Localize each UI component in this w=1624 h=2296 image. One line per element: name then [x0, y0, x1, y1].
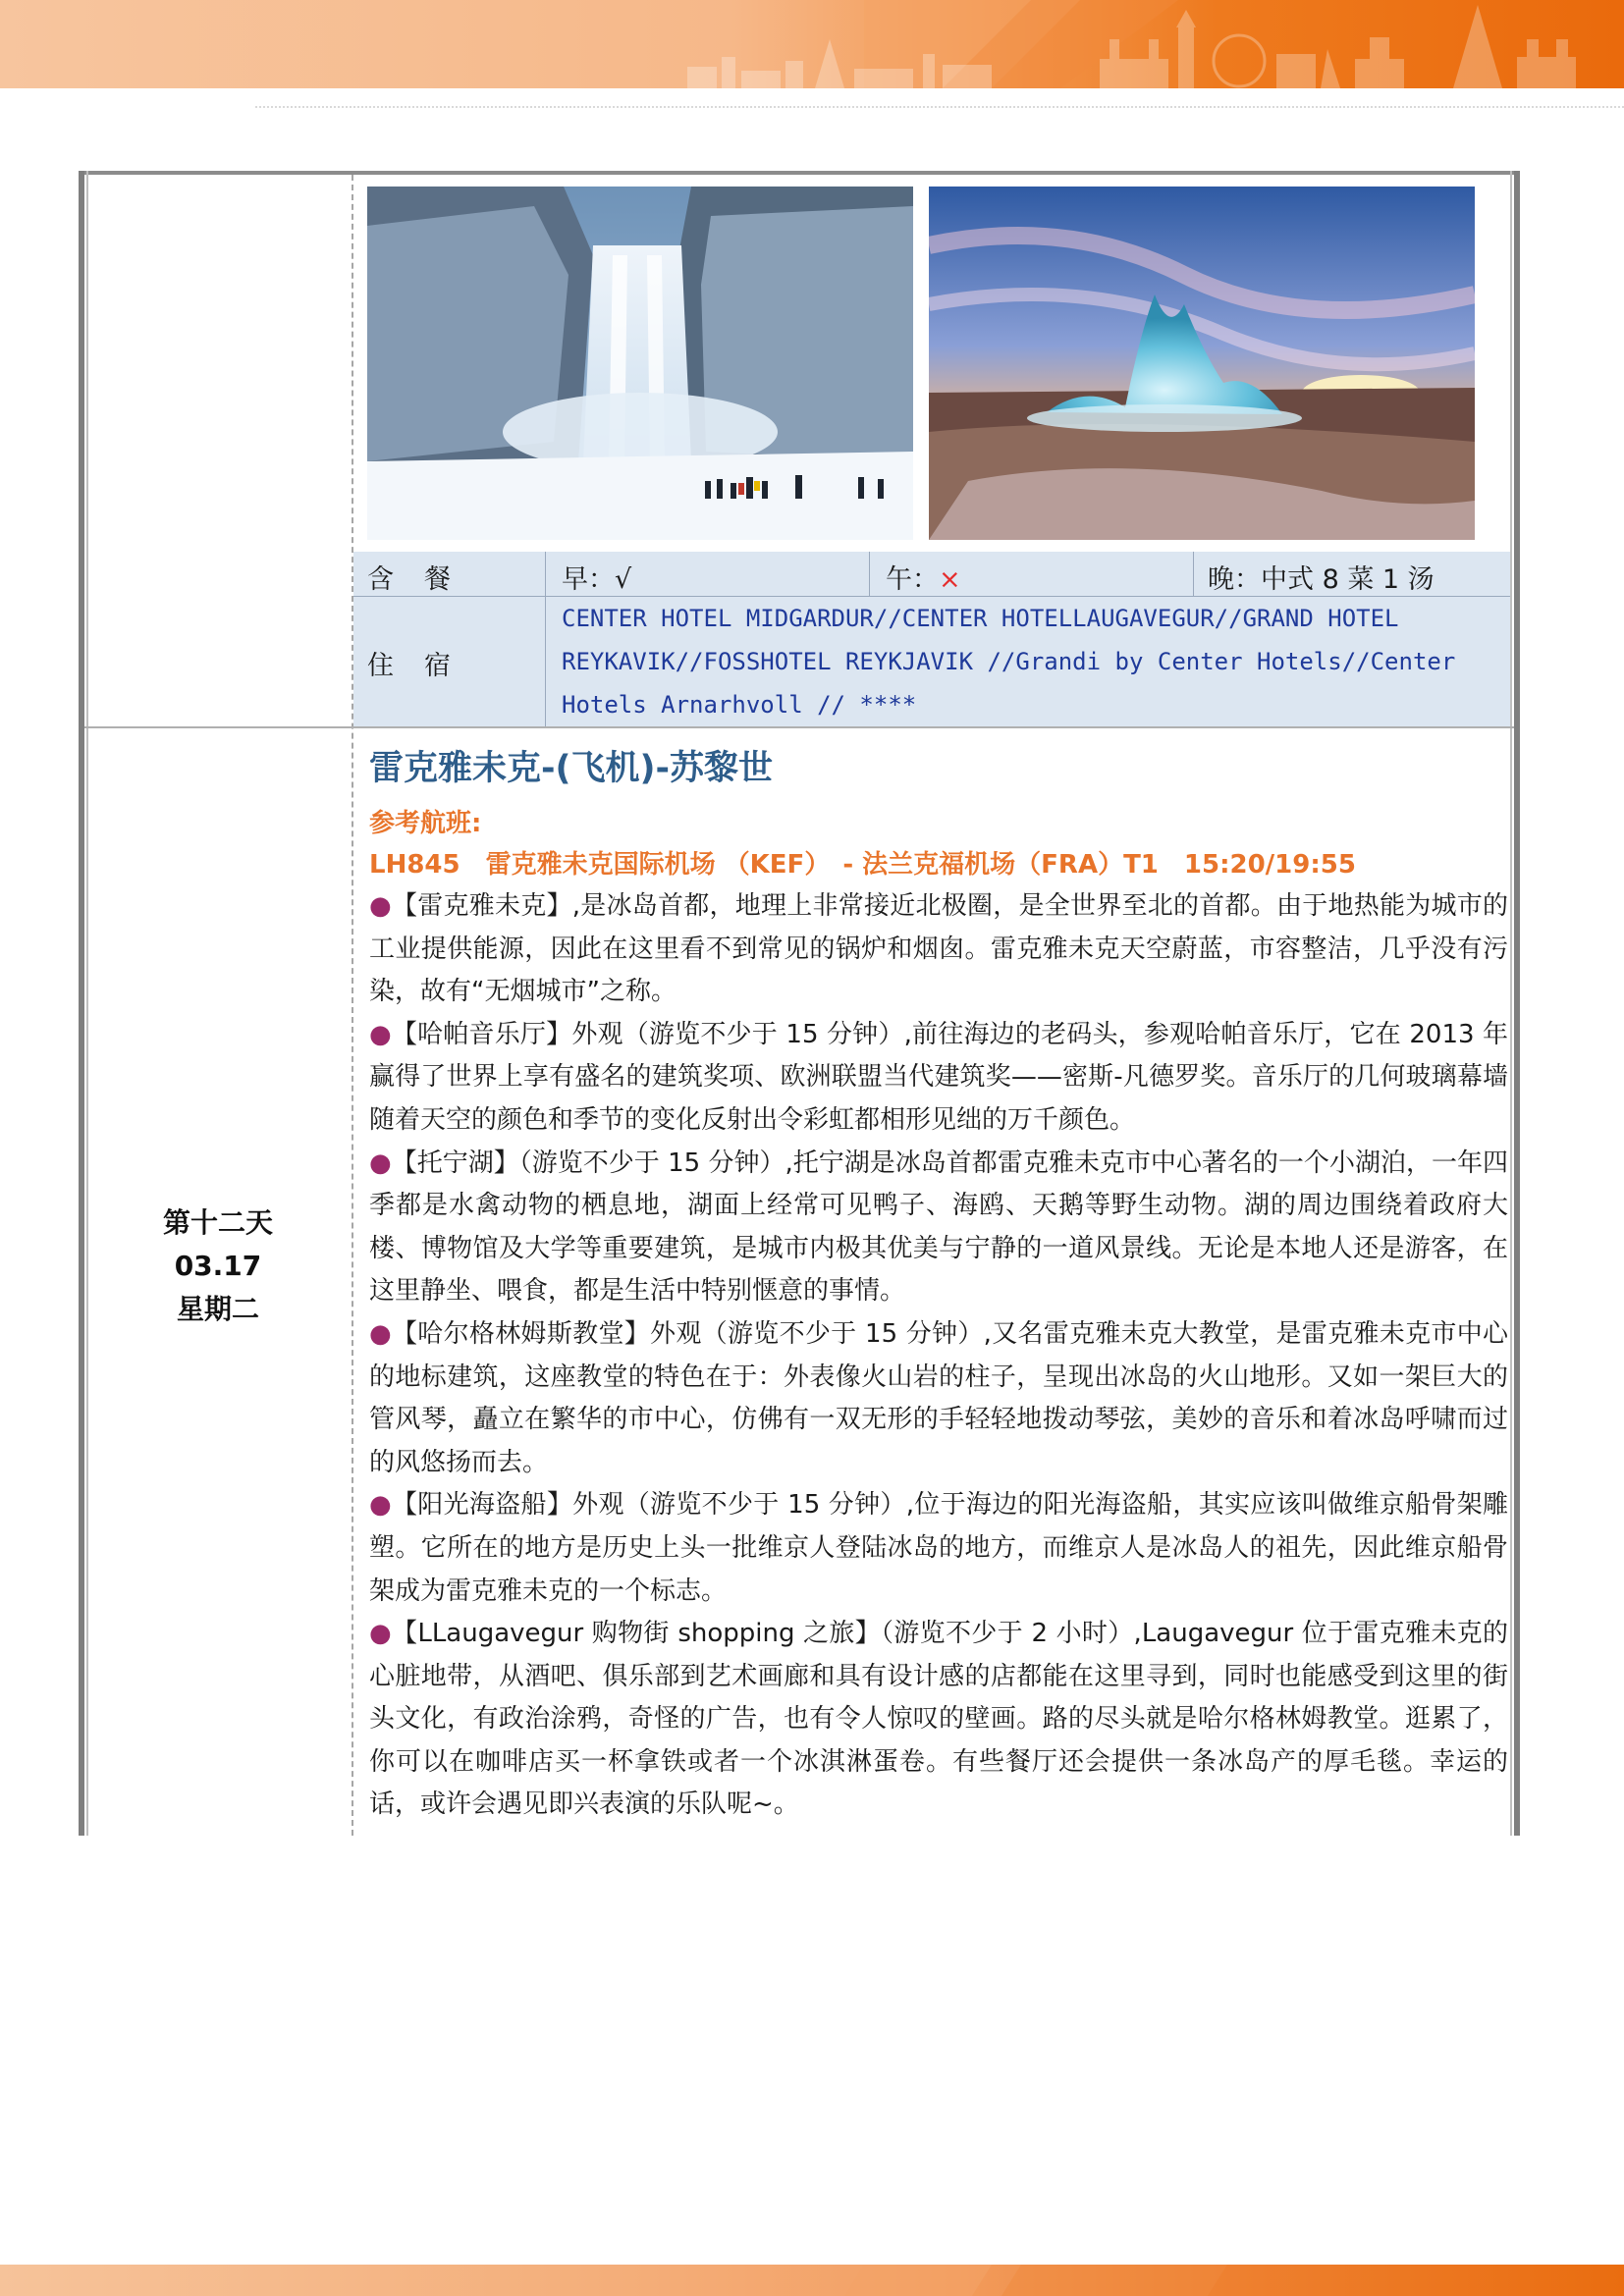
- meal-label: 含 餐: [367, 564, 453, 595]
- paragraph-sun-voyager: [369, 1484, 1508, 1613]
- paragraph-text: 【哈帕音乐厅】外观（游览不少于 15 分钟）,前往海边的老码头，参观哈帕音乐厅，它在 2013 年赢得了世界上享有盛名的建筑奖项、欧洲联盟当代建筑奖——密斯-凡德罗奖。音乐厅的几何玻璃幕墙随着天空的颜色和季节的变化反射出令彩虹都相形见绌的万千颜色。: [369, 1019, 1508, 1135]
- paragraph-text: 【阳光海盗船】外观（游览不少于 15 分钟）,位于海边的阳光海盗船，其实应该叫做维京船骨架雕塑。它所在的地方是历史上头一批维京人登陆冰岛的地方，而维京人是冰岛人的祖先，因此维京船骨架成为雷克雅未克的一个标志。: [369, 1490, 1508, 1606]
- lunch-cross-icon: ×: [939, 564, 961, 595]
- lodging-label-cell: [353, 597, 546, 726]
- meal-label-cell: [353, 552, 546, 597]
- paragraph-text: 【LLaugavegur 购物街 shopping 之旅】（游览不少于 2 小时）,Laugavegur 位于雷克雅未克的心脏地带，从酒吧、俱乐部到艺术画廊和具有设计感的店都能在这里寻到，同时也能感受到这里的街头文化，有政治涂鸦，奇怪的广告，也有令人惊叹的壁画。路的尽头就是哈尔格林姆教堂。逛累了，你可以在咖啡店买一杯拿铁或者一个冰淇淋蛋卷。有些餐厅还会提供一条冰岛产的厚毛毯。幸运的话，或许会遇见即兴表演的乐队呢~。: [369, 1619, 1509, 1820]
- meal-lodging-grid: [353, 552, 1510, 726]
- itinerary-table: [79, 171, 1520, 1836]
- breakfast-value: 早：√: [562, 564, 632, 595]
- lodging-label: 住 宿: [367, 651, 453, 681]
- paragraph-text: 【托宁湖】（游览不少于 15 分钟）,托宁湖是冰岛首都雷克雅未克市中心著名的一个小湖泊，一年四季都是水禽动物的栖息地，湖面上经常可见鸭子、海鸥、天鹅等野生动物。湖的周边围绕着政府大楼、博物馆及大学等重要建筑，是城市内极其优美与宁静的一道风景线。无论是本地人还是游客，在这里静坐、喂食，都是生活中特别惬意的事情。: [369, 1148, 1508, 1307]
- lodging-cell: [546, 597, 1510, 726]
- paragraph-harpa: [369, 1014, 1508, 1143]
- flight-info: LH845 雷克雅未克国际机场 （KEF） - 法兰克福机场（FRA）T1 15:20/19:55: [369, 850, 1356, 880]
- bullet-icon: ●: [369, 1148, 392, 1178]
- itinerary-content: [369, 744, 1508, 1827]
- waterfall-photo: [367, 187, 913, 540]
- geyser-photo: [929, 187, 1475, 540]
- header-band: [0, 0, 1624, 88]
- paragraph-text: 【雷克雅未克】,是冰岛首都，地理上非常接近北极圈，是全世界至北的首都。由于地热能为城市的工业提供能源，因此在这里看不到常见的锅炉和烟囱。雷克雅未克天空蔚蓝，市容整洁，几乎没有污染，故有“无烟城市”之称。: [369, 891, 1508, 1007]
- bullet-icon: ●: [369, 1619, 393, 1649]
- paragraph-reykjavik: [369, 885, 1508, 1014]
- lunch-label: 午：: [886, 564, 939, 595]
- day-number: 第十二天: [162, 1206, 273, 1239]
- paragraph-text: 【哈尔格林姆斯教堂】外观（游览不少于 15 分钟）,又名雷克雅未克大教堂，是雷克雅未克市中心的地标建筑，这座教堂的特色在于：外表像火山岩的柱子，呈现出冰岛的火山地形。又如一架巨大的管风琴，矗立在繁华的市中心，仿佛有一双无形的手轻轻地拨动琴弦，美妙的音乐和着冰岛呼啸而过的风悠扬而去。: [369, 1318, 1508, 1477]
- header-rule: [255, 106, 1624, 108]
- dinner-value: 晚：中式 8 菜 1 汤: [1208, 564, 1435, 595]
- bullet-icon: ●: [369, 1490, 392, 1521]
- dinner-cell: [1194, 552, 1510, 597]
- skyline-decoration: [0, 0, 1624, 88]
- flight-heading: 参考航班:: [369, 809, 482, 838]
- hotel-list: CENTER HOTEL MIDGARDUR//CENTER HOTELLAUGAVEGUR//GRAND HOTEL REYKAVIK//FOSSHOTEL REYKJAVIK //Grandi by Center Hotels//Center Hotels Arnarhvoll // ****: [562, 605, 1456, 719]
- footer-decoration: [0, 2265, 1624, 2296]
- row-divider: [84, 726, 1514, 728]
- breakfast-cell: [546, 552, 870, 597]
- route-title: 雷克雅未克-(飞机)-苏黎世: [369, 749, 774, 788]
- footer-band: [0, 2265, 1624, 2296]
- day-label: [84, 1201, 352, 1331]
- bullet-icon: ●: [369, 891, 392, 921]
- day-date: 03.17: [174, 1250, 262, 1282]
- paragraph-laugavegur: [369, 1613, 1508, 1827]
- paragraph-hallgrimskirkja: [369, 1313, 1508, 1484]
- bullet-icon: ●: [369, 1318, 392, 1349]
- day-weekday: 星期二: [176, 1293, 259, 1325]
- paragraph-tjornin: [369, 1143, 1508, 1313]
- lunch-cell: [870, 552, 1194, 597]
- bullet-icon: ●: [369, 1019, 392, 1049]
